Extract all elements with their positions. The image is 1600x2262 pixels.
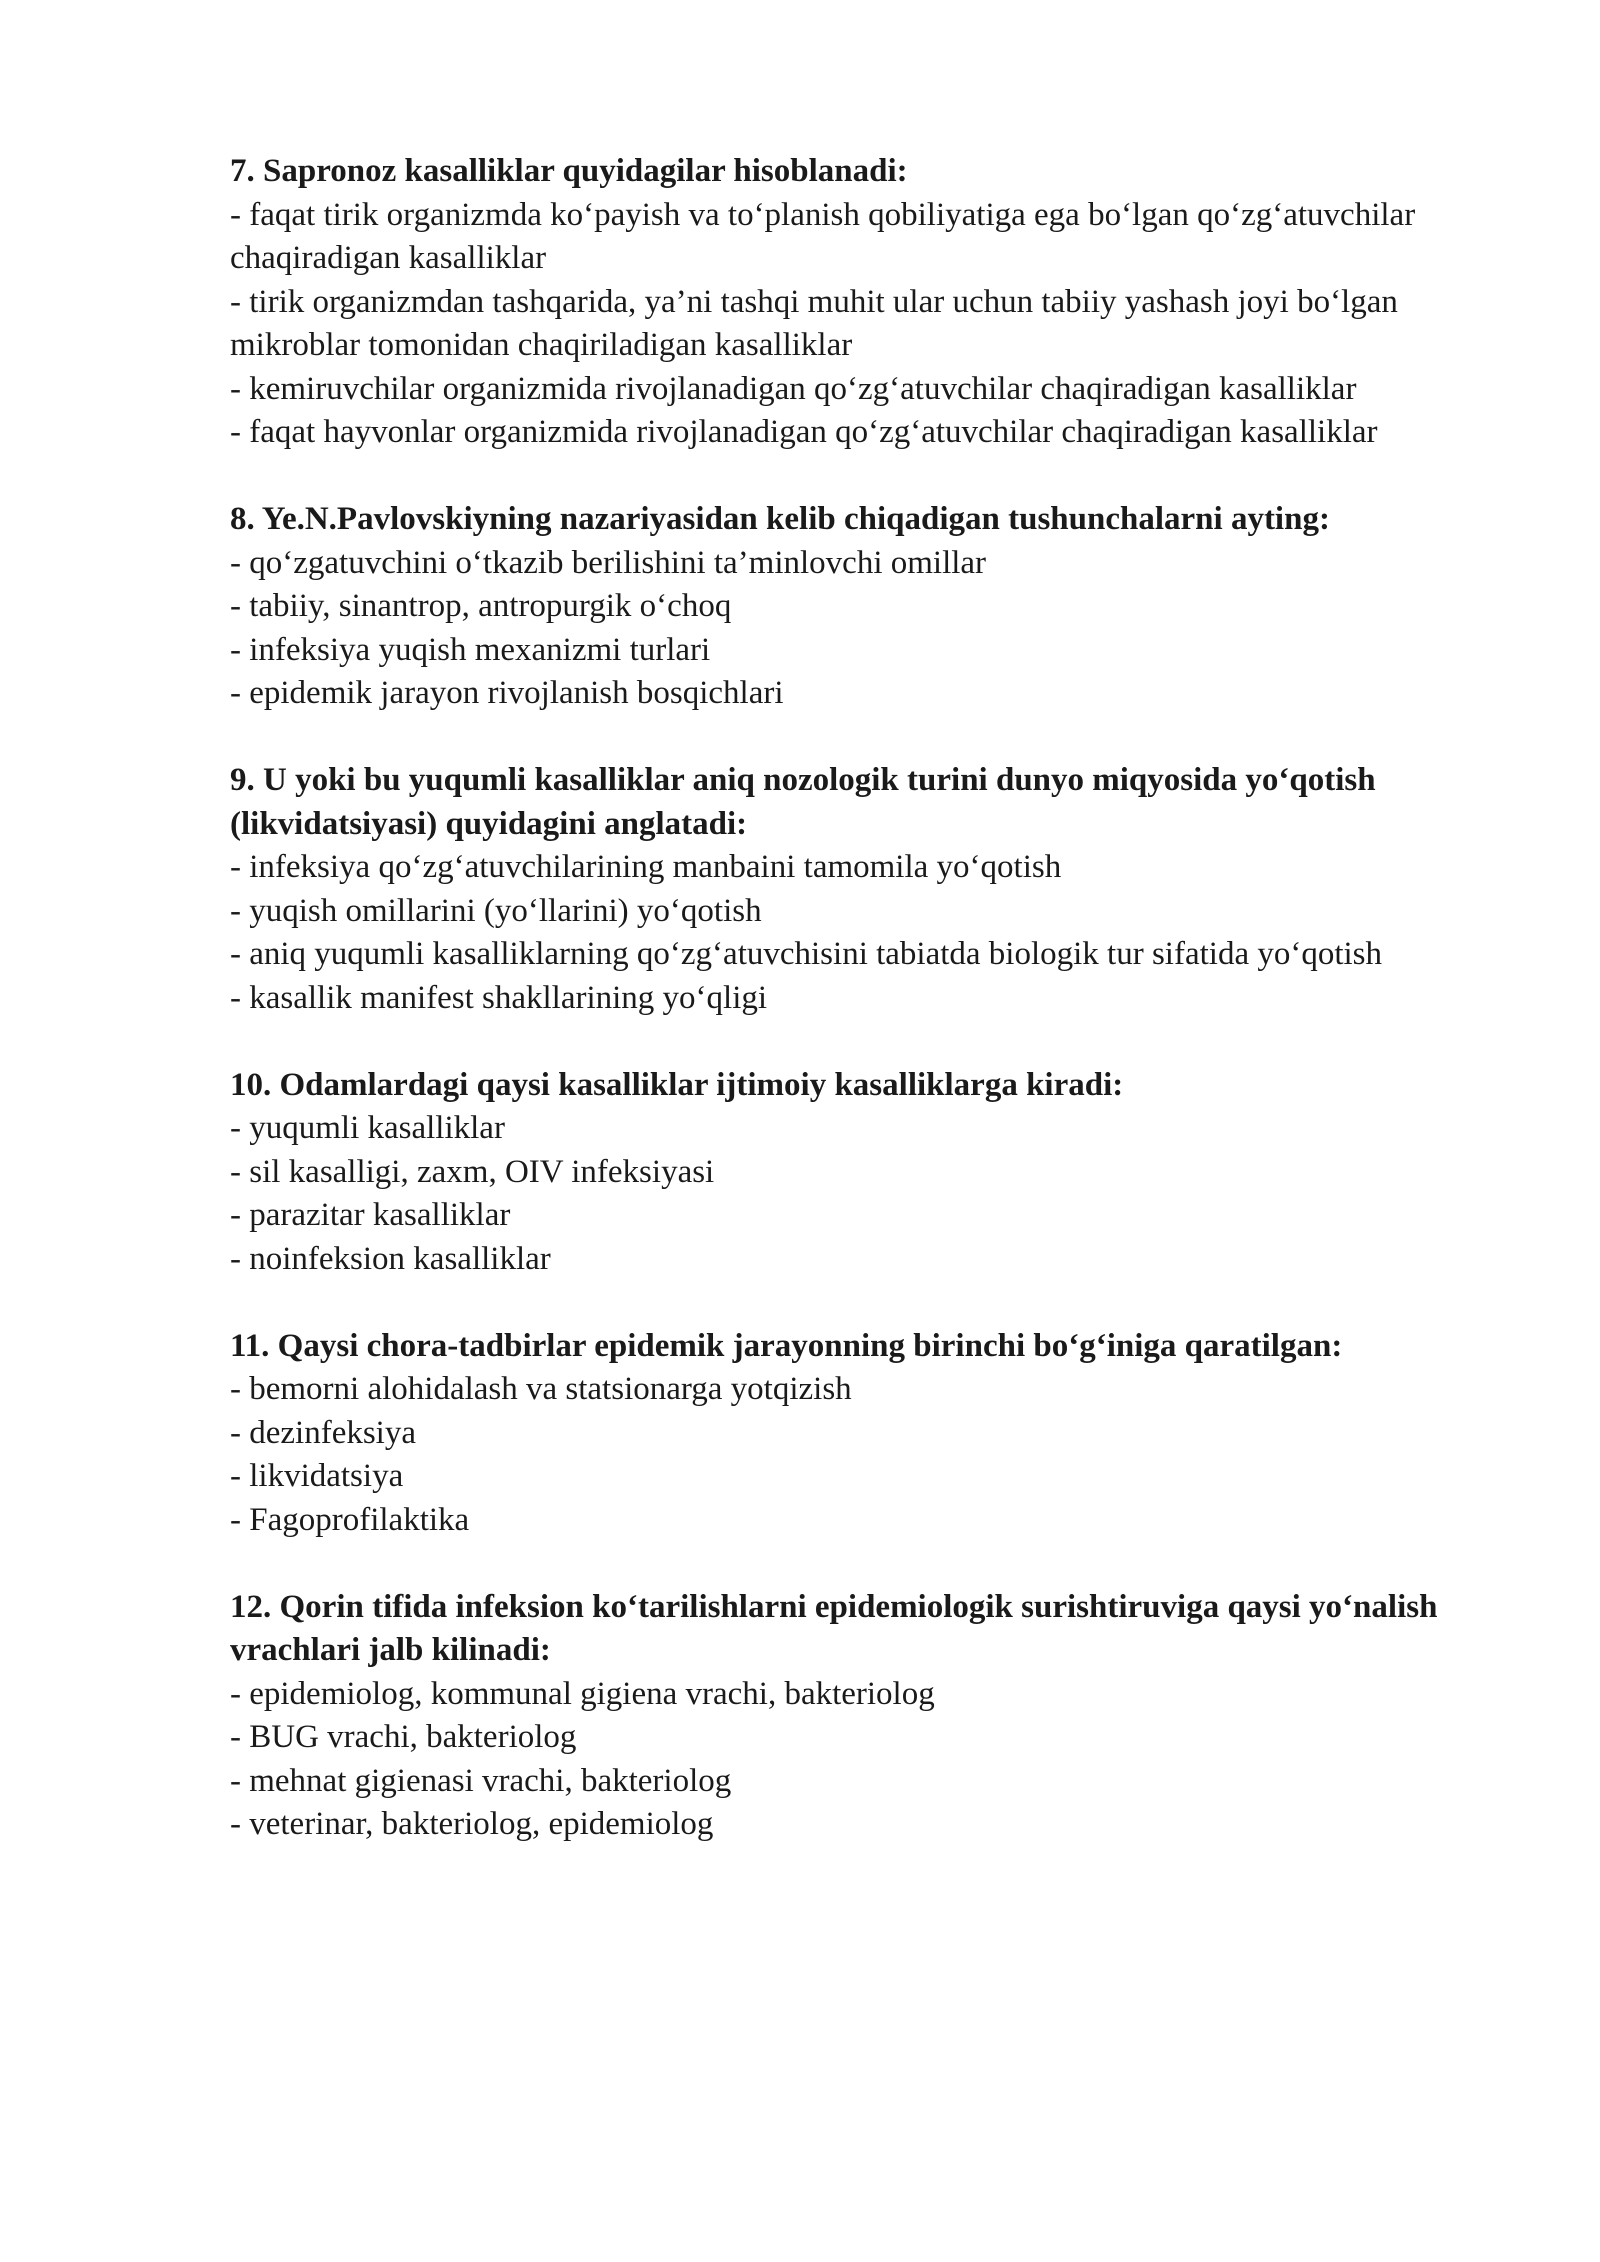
answer-options [230, 1673, 1480, 1847]
answer-option: - sil kasalligi, zaxm, OIV infeksiyasi [230, 1153, 715, 1190]
answer-option: - faqat hayvonlar organizmida rivojlanadigan qo‘zg‘atuvchilar chaqiradigan kasalliklar [230, 414, 1378, 450]
answer-option: - yuqish omillarini (yo‘llarini) yo‘qotish [230, 892, 762, 929]
answer-options [230, 194, 1480, 455]
answer-options [230, 1368, 1480, 1542]
answer-option: - kemiruvchilar organizmida rivojlanadigan qo‘zg‘atuvchilar chaqiradigan kasalliklar [230, 370, 1357, 407]
answer-option: - parazitar kasalliklar [230, 1197, 511, 1233]
answer-option: - kasallik manifest shakllarining yo‘qligi [230, 979, 768, 1016]
answer-options [230, 1107, 1480, 1281]
answer-option: - infeksiya qo‘zg‘atuvchilarining manbaini tamomila yo‘qotish [230, 849, 1062, 885]
question-12 [230, 1586, 1480, 1847]
answer-option: - qo‘zgatuvchini o‘tkazib berilishini ta’minlovchi omillar [230, 544, 987, 581]
question-title: 9. U yoki bu yuqumli kasalliklar aniq nozologik turini dunyo miqyosida yo‘qotish (likvidatsiyasi) quyidagini anglatadi: [230, 762, 1376, 842]
answer-option: - BUG vrachi, bakteriolog [230, 1719, 577, 1755]
question-10 [230, 1064, 1480, 1282]
question-11 [230, 1325, 1480, 1543]
question-title: 8. Ye.N.Pavlovskiyning nazariyasidan kelib chiqadigan tushunchalarni ayting: [230, 501, 1330, 537]
answer-option: - veterinar, bakteriolog, epidemiolog [230, 1806, 714, 1842]
question-title: 12. Qorin tifida infeksion ko‘tarilishlarni epidemiologik surishtiruviga qaysi yo‘nalish vrachlari jalb kilinadi: [230, 1588, 1438, 1668]
question-title: 11. Qaysi chora-tadbirlar epidemik jarayonning birinchi bo‘g‘iniga qaratilgan: [230, 1327, 1343, 1364]
question-title: 7. Sapronoz kasalliklar quyidagilar hisoblanadi: [230, 153, 908, 189]
question-7 [230, 150, 1480, 455]
answer-option: - mehnat gigienasi vrachi, bakteriolog [230, 1762, 732, 1799]
document-page [230, 150, 1480, 1890]
answer-options [230, 846, 1480, 1020]
answer-option: - tabiiy, sinantrop, antropurgik o‘choq [230, 588, 732, 624]
answer-option: - faqat tirik organizmda ko‘payish va to‘planish qobiliyatiga ega bo‘lgan qo‘zg‘atuvchilar chaqiradigan kasalliklar [230, 196, 1416, 276]
answer-option: - bemorni alohidalash va statsionarga yotqizish [230, 1371, 852, 1407]
answer-option: - epidemik jarayon rivojlanish bosqichlari [230, 675, 784, 711]
answer-option: - aniq yuqumli kasalliklarning qo‘zg‘atuvchisini tabiatda biologik tur sifatida yo‘qotish [230, 936, 1383, 972]
answer-option: - dezinfeksiya [230, 1414, 416, 1451]
question-title: 10. Odamlardagi qaysi kasalliklar ijtimoiy kasalliklarga kiradi: [230, 1066, 1124, 1103]
answer-options [230, 542, 1480, 716]
answer-option: - tirik organizmdan tashqarida, ya’ni tashqi muhit ular uchun tabiiy yashash joyi bo‘lgan mikroblar tomonidan chaqiriladigan kasalliklar [230, 283, 1398, 363]
answer-option: - likvidatsiya [230, 1458, 404, 1494]
answer-option: - noinfeksion kasalliklar [230, 1240, 551, 1277]
question-9 [230, 759, 1480, 1020]
answer-option: - Fagoprofilaktika [230, 1501, 470, 1538]
answer-option: - infeksiya yuqish mexanizmi turlari [230, 631, 711, 668]
question-8 [230, 498, 1480, 716]
answer-option: - yuqumli kasalliklar [230, 1110, 505, 1146]
answer-option: - epidemiolog, kommunal gigiena vrachi, bakteriolog [230, 1675, 935, 1712]
